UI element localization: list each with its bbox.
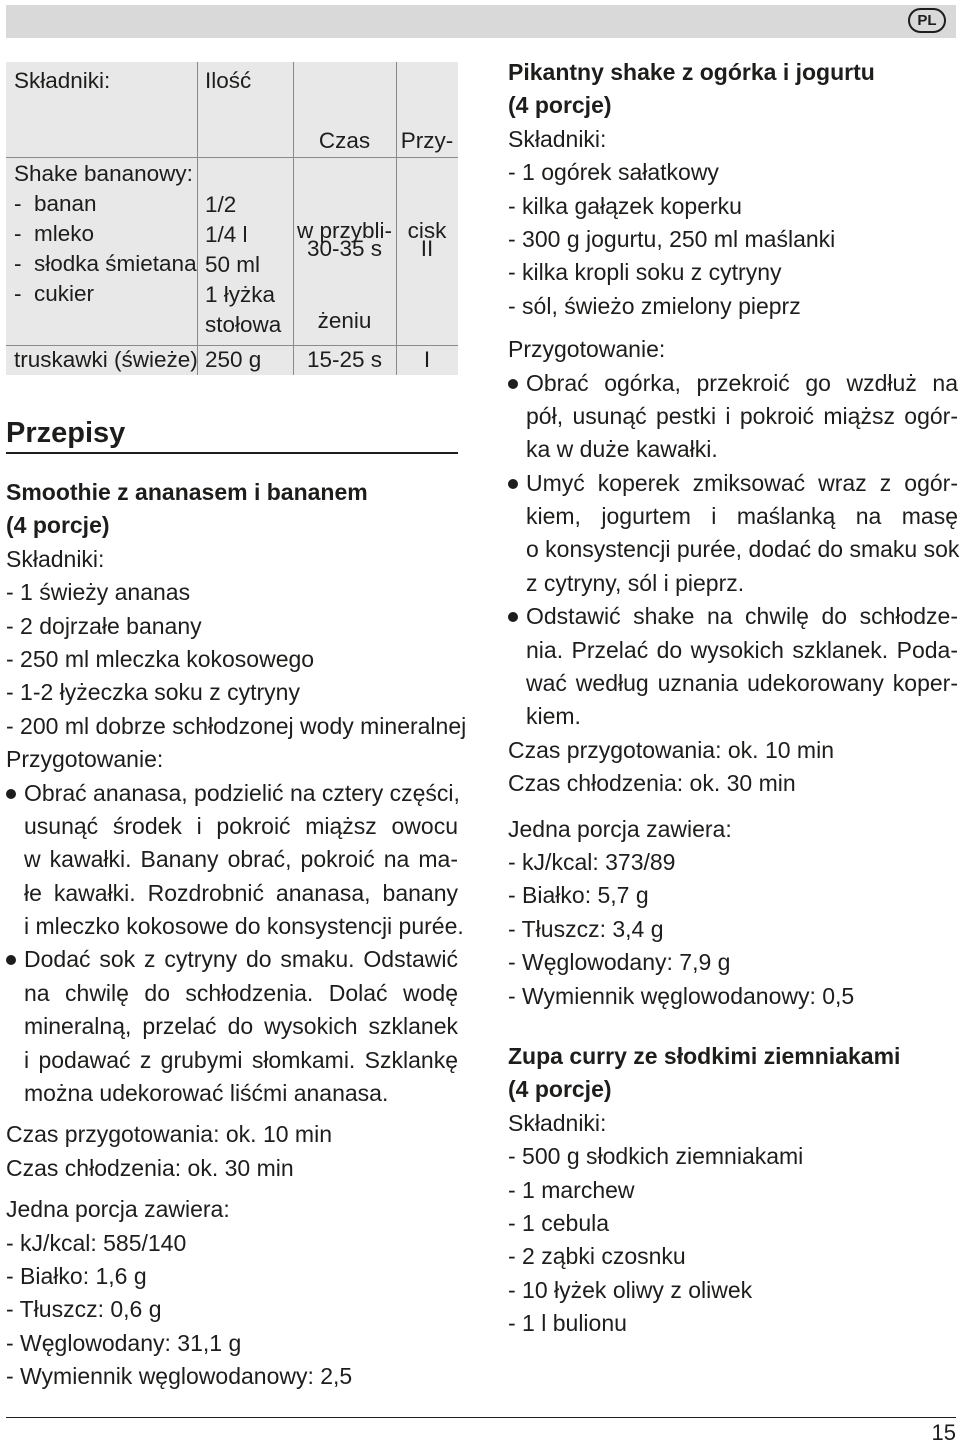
cooling-time: Czas chłodzenia: ok. 30 min — [6, 1154, 294, 1181]
ingredient-item: - 1 marchew — [508, 1176, 635, 1203]
nutrition-item: - Wymiennik węglowodanowy: 0,5 — [508, 982, 855, 1009]
nutrition-item: - kJ/kcal: 373/89 — [508, 848, 676, 875]
nutrition-label: Jedna porcja zawiera: — [508, 815, 732, 842]
page-number: 15 — [931, 1420, 956, 1445]
nutrition-item: - Wymiennik węglowodanowy: 2,5 — [6, 1363, 353, 1390]
step-item: Dodać sok z cytryny do smaku. Odstawić na chwilę do schłodzenia. Dolać wodę mineralną, przelać do wysokich szklanek i podawać z grubymi słomkami. Szklankę można udekorować liśćmi ananasa. — [6, 943, 458, 1110]
bullet-icon — [508, 479, 518, 489]
nutrition-item: - Białko: 5,7 g — [508, 882, 649, 909]
recipe-portions: (4 porcje) — [508, 92, 612, 119]
amount-value: stołowa — [205, 312, 282, 337]
nutrition-label: Jedna porcja zawiera: — [6, 1196, 230, 1223]
amount-value: 1 łyżka — [205, 282, 276, 307]
cooling-time: Czas chłodzenia: ok. 30 min — [508, 770, 796, 797]
header-ingredients: Składniki: — [14, 68, 111, 93]
section-rule — [6, 452, 458, 454]
ingredient-table — [6, 62, 458, 375]
ingredient-item: - 300 g jogurtu, 250 ml maślanki — [508, 225, 836, 252]
bullet-icon — [6, 955, 16, 965]
table-row-button: I — [423, 347, 431, 372]
bullet-icon — [6, 789, 16, 799]
step-item: Odstawić shake na chwilę do schłodze- nia. Przelać do wysokich szklanek. Poda- wać według uznania udekorowany koper- kiem. — [508, 600, 958, 734]
ingredient-item: - 2 dojrzałe banany — [6, 612, 202, 639]
recipe-portions: (4 porcje) — [6, 512, 110, 539]
ingredient-item: - kilka gałązek koperku — [508, 192, 742, 219]
ingredient-item: - 500 g słodkich ziemniakami — [508, 1143, 804, 1170]
ingredient-item: - 10 łyżek oliwy z oliwek — [508, 1276, 753, 1303]
button-value: II — [420, 236, 434, 261]
bullet-icon — [508, 379, 518, 389]
table-row-amount: 250 g — [205, 347, 262, 372]
ingredient-item: - 1 cebula — [508, 1209, 610, 1236]
ingredient-item: - 2 ząbki czosnku — [508, 1243, 686, 1270]
list-item: - słodka śmietana — [14, 251, 197, 276]
table-row-time: 15-25 s — [306, 347, 383, 372]
nutrition-item: - Tłuszcz: 0,6 g — [6, 1296, 162, 1323]
ingredients-label: Składniki: — [508, 125, 607, 152]
recipe-title: Pikantny shake z ogórka i jogurtu — [508, 59, 875, 85]
nutrition-item: - Tłuszcz: 3,4 g — [508, 915, 664, 942]
prep-time: Czas przygotowania: ok. 10 min — [508, 736, 834, 763]
recipe-cucumber-shake — [508, 56, 958, 1340]
language-badge: PL — [908, 8, 946, 33]
list-item: - banan — [14, 191, 97, 216]
time-value: 30-35 s — [306, 236, 383, 261]
ingredient-item: - 1 l bulionu — [508, 1310, 627, 1337]
list-item: - mleko — [14, 221, 95, 246]
table-row-item: truskawki (świeże) — [14, 347, 198, 372]
header-time: Czas w przybli- żeniu — [296, 128, 392, 333]
nutrition-item: - Białko: 1,6 g — [6, 1262, 147, 1289]
header-amount: Ilość — [205, 68, 252, 93]
nutrition-item: - kJ/kcal: 585/140 — [6, 1229, 187, 1256]
preparation-label: Przygotowanie: — [6, 746, 164, 773]
group-title: Shake bananowy: — [14, 161, 193, 186]
ingredient-item: - kilka kropli soku z cytryny — [508, 259, 782, 286]
ingredient-item: - 200 ml dobrze schłodzonej wody mineralnej — [6, 712, 467, 739]
ingredient-item: - 1 świeży ananas — [6, 579, 191, 606]
nutrition-item: - Węglowodany: 31,1 g — [6, 1329, 242, 1356]
amount-value: 50 ml — [205, 252, 261, 277]
header-bar — [6, 5, 956, 38]
bullet-icon — [508, 612, 518, 622]
ingredient-item: - 1-2 łyżeczka soku z cytryny — [6, 679, 300, 706]
step-item: Obrać ananasa, podzielić na cztery części, usunąć środek i pokroić miąższ owocu w kawałki. Banany obrać, pokroić na ma- łe kawałki. Rozdrobnić ananasa, banany i mleczko kokosowe do konsystencji purée. — [6, 777, 458, 944]
recipe-portions: (4 porcje) — [508, 1076, 612, 1103]
preparation-label: Przygotowanie: — [508, 336, 666, 363]
ingredients-label: Składniki: — [6, 545, 105, 572]
ingredients-label: Składniki: — [508, 1109, 607, 1136]
step-item: Obrać ogórka, przekroić go wzdłuż na pół, usunąć pestki i pokroić miąższ ogór- ka w duże kawałki. — [508, 367, 958, 467]
table-divider — [197, 62, 198, 375]
ingredient-item: - sól, świeżo zmielony pieprz — [508, 292, 801, 319]
recipe-smoothie — [6, 476, 467, 1394]
recipe-title: Smoothie z ananasem i bananem — [6, 479, 368, 505]
nutrition-item: - Węglowodany: 7,9 g — [508, 949, 731, 976]
list-item: - cukier — [14, 281, 95, 306]
footer-rule — [6, 1417, 956, 1418]
recipe-title: Zupa curry ze słodkimi ziemniakami — [508, 1042, 901, 1069]
step-item: Umyć koperek zmiksować wraz z ogór- kiem, jogurtem i maślanką na masę o konsystencji purée, dodać do smaku sok z cytryny, sól i pieprz. — [508, 467, 958, 601]
amount-value: 1/2 — [205, 192, 237, 217]
ingredient-item: - 250 ml mleczka kokosowego — [6, 645, 315, 672]
header-button: Przy- cisk — [400, 128, 454, 243]
prep-time: Czas przygotowania: ok. 10 min — [6, 1121, 332, 1148]
section-title: Przepisy — [6, 417, 126, 449]
amount-value: 1/4 l — [205, 222, 248, 247]
ingredient-item: - 1 ogórek sałatkowy — [508, 159, 719, 186]
